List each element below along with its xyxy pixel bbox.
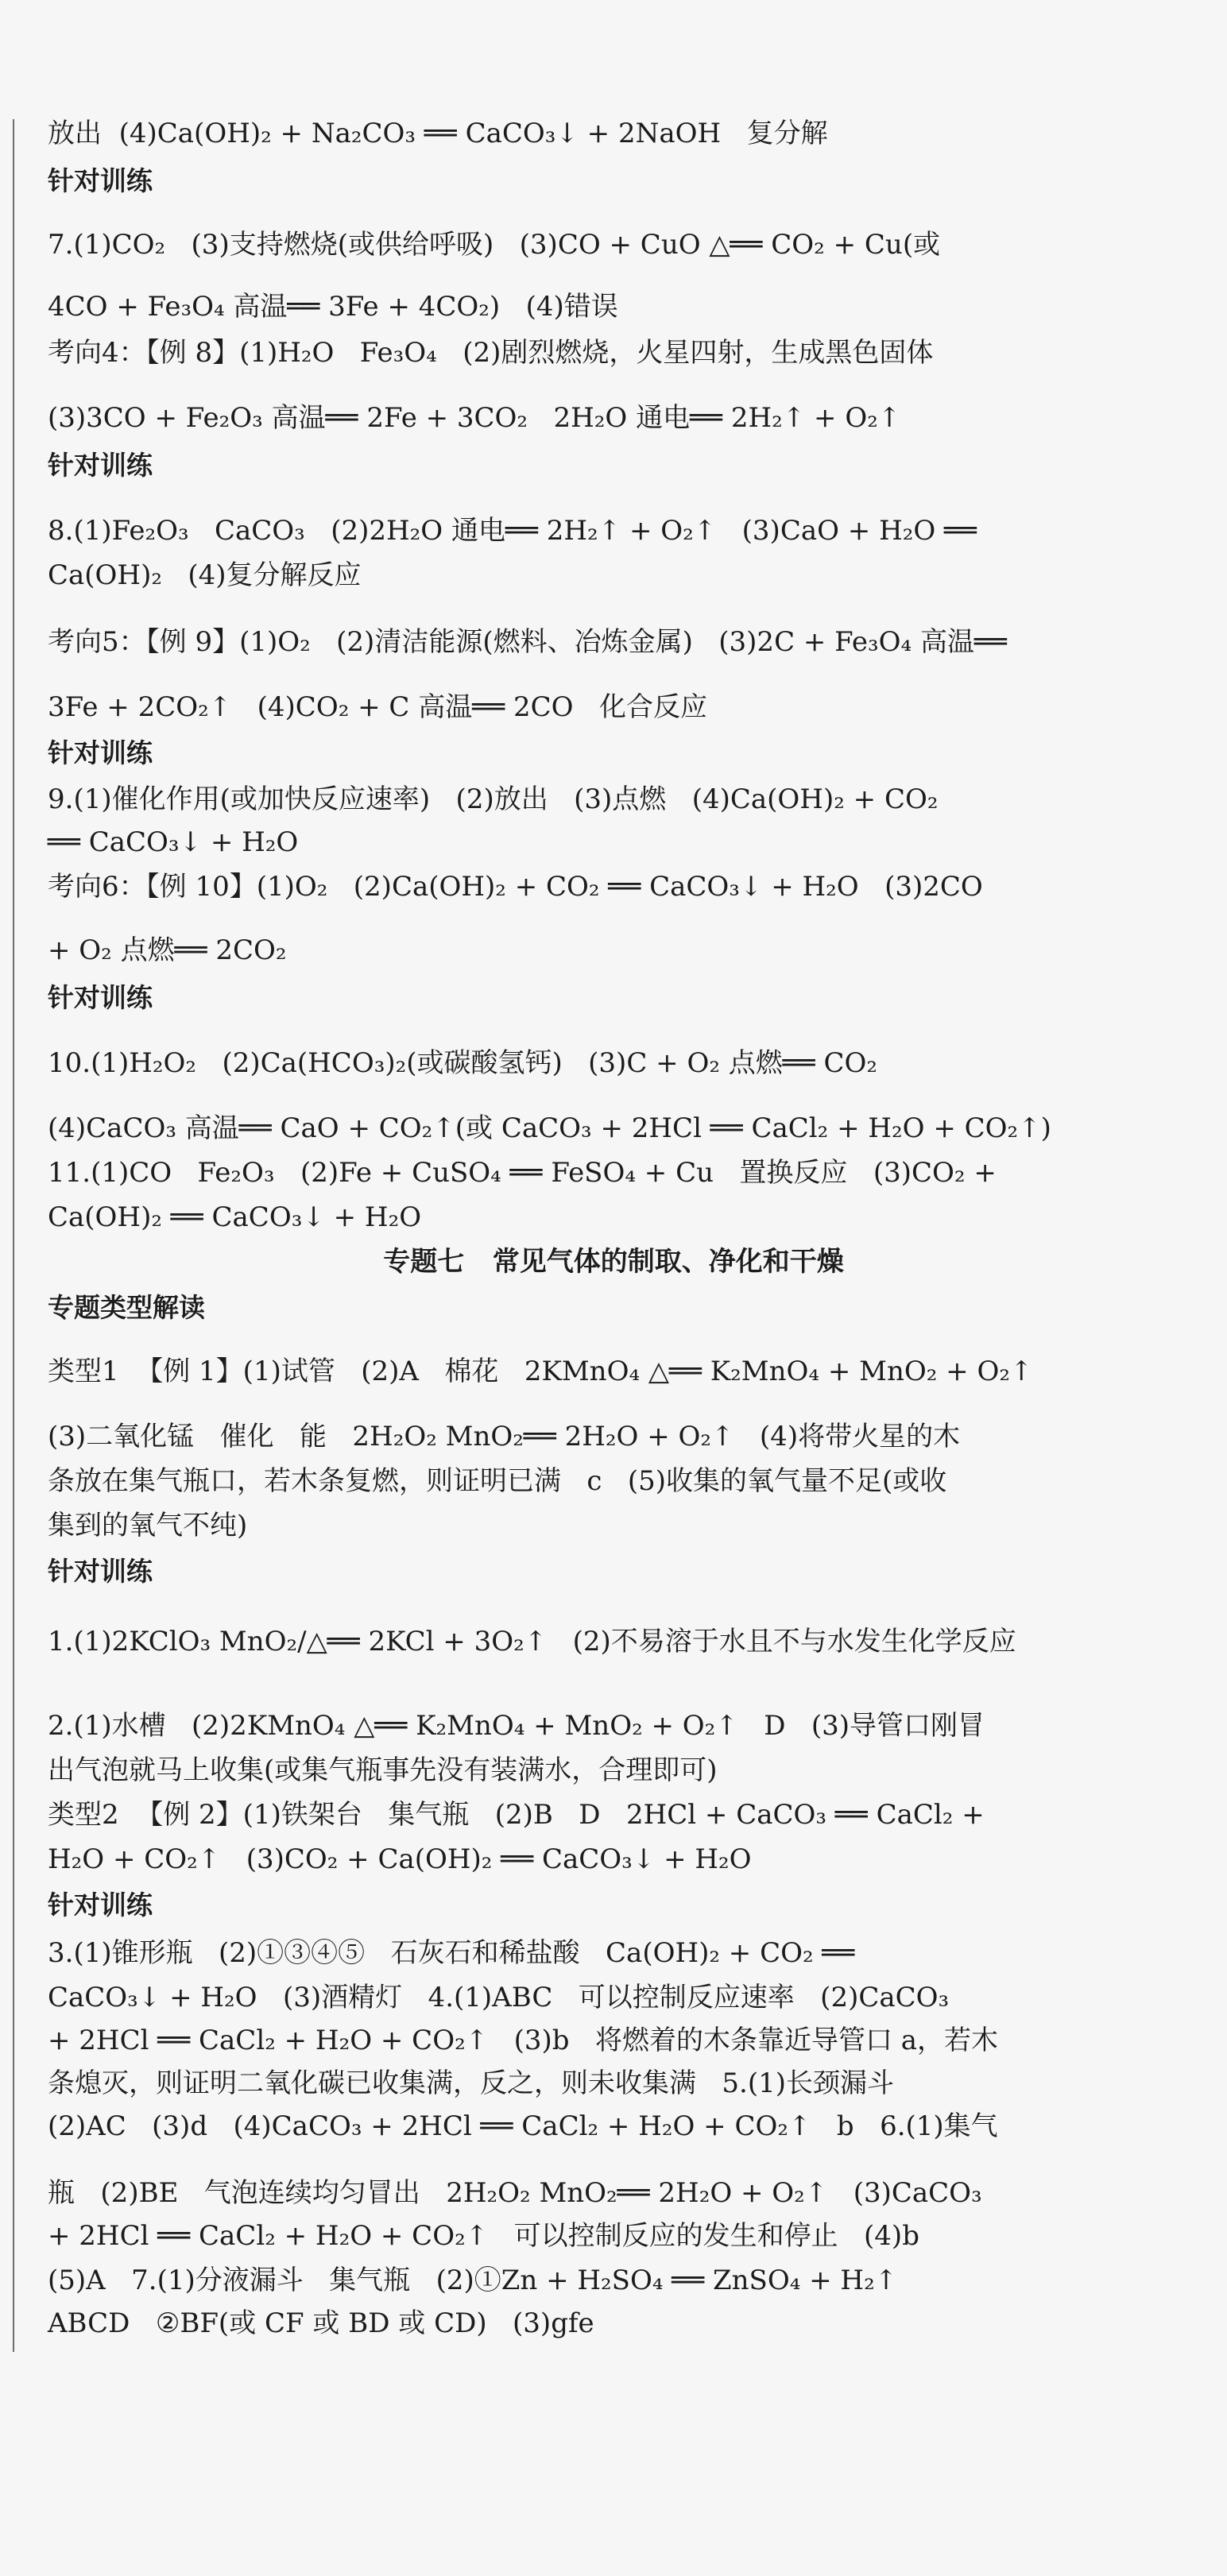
text-line: CaCO₃↓ + H₂O (3)酒精灯 4.(1)ABC 可以控制反应速率 (2)CaCO₃ bbox=[48, 1982, 950, 2013]
text-line: Ca(OH)₂ ══ CaCO₃↓ + H₂O bbox=[48, 1201, 422, 1233]
text-line: 类型1 【例 1】(1)试管 (2)A 棉花 2KMnO₄ △══ K₂MnO₄ + MnO₂ + O₂↑ bbox=[48, 1356, 1033, 1387]
section-heading: 针对训练 bbox=[48, 450, 153, 481]
section-heading: 针对训练 bbox=[48, 1556, 153, 1587]
text-line: 类型2 【例 2】(1)铁架台 集气瓶 (2)B D 2HCl + CaCO₃ ══ CaCl₂ + bbox=[48, 1799, 985, 1831]
text-line: 8.(1)Fe₂O₃ CaCO₃ (2)2H₂O 通电══ 2H₂↑ + O₂↑ (3)CaO + H₂O ══ bbox=[48, 515, 977, 547]
text-line: H₂O + CO₂↑ (3)CO₂ + Ca(OH)₂ ══ CaCO₃↓ + H₂O bbox=[48, 1843, 752, 1875]
text-line: 1.(1)2KClO₃ MnO₂/△══ 2KCl + 3O₂↑ (2)不易溶于水且不与水发生化学反应 bbox=[48, 1626, 1016, 1657]
text-line: 2.(1)水槽 (2)2KMnO₄ △══ K₂MnO₄ + MnO₂ + O₂↑ D (3)导管口刚冒 bbox=[48, 1710, 985, 1742]
text-line: 条熄灭，则证明二氧化碳已收集满，反之，则未收集满 5.(1)长颈漏斗 bbox=[48, 2067, 895, 2099]
text-line: 瓶 (2)BE 气泡连续均匀冒出 2H₂O₂ MnO₂══ 2H₂O + O₂↑ (3)CaCO₃ bbox=[48, 2177, 982, 2209]
section-heading: 针对训练 bbox=[48, 737, 153, 768]
text-line: 3.(1)锥形瓶 (2)①③④⑤ 石灰石和稀盐酸 Ca(OH)₂ + CO₂ ══ bbox=[48, 1937, 855, 1969]
section-heading: 针对训练 bbox=[48, 1889, 153, 1920]
text-line: (4)CaCO₃ 高温══ CaO + CO₂↑(或 CaCO₃ + 2HCl ══ CaCl₂ + H₂O + CO₂↑) bbox=[48, 1112, 1051, 1144]
left-margin-rule bbox=[13, 119, 14, 2352]
text-line: + O₂ 点燃══ 2CO₂ bbox=[48, 934, 287, 966]
text-line: (2)AC (3)d (4)CaCO₃ + 2HCl ══ CaCl₂ + H₂O + CO₂↑ b 6.(1)集气 bbox=[48, 2110, 998, 2142]
text-line: ABCD ②BF(或 CF 或 BD 或 CD) (3)gfe bbox=[48, 2307, 594, 2339]
text-line: 放出 (4)Ca(OH)₂ + Na₂CO₃ ══ CaCO₃↓ + 2NaOH 复分解 bbox=[48, 118, 828, 149]
text-line: 考向4：【例 8】(1)H₂O Fe₃O₄ (2)剧烈燃烧，火星四射，生成黑色固体 bbox=[48, 337, 934, 369]
text-line: 集到的氧气不纯) bbox=[48, 1510, 248, 1541]
text-line: (3)3CO + Fe₂O₃ 高温══ 2Fe + 3CO₂ 2H₂O 通电══ 2H₂↑ + O₂↑ bbox=[48, 402, 901, 434]
text-line: 10.(1)H₂O₂ (2)Ca(HCO₃)₂(或碳酸氢钙) (3)C + O₂ 点燃══ CO₂ bbox=[48, 1047, 878, 1079]
text-line: 考向6：【例 10】(1)O₂ (2)Ca(OH)₂ + CO₂ ══ CaCO₃↓ + H₂O (3)2CO bbox=[48, 871, 983, 903]
text-line: 考向5：【例 9】(1)O₂ (2)清洁能源(燃料、冶炼金属) (3)2C + Fe₃O₄ 高温══ bbox=[48, 626, 1007, 658]
text-line: (3)二氧化锰 催化 能 2H₂O₂ MnO₂══ 2H₂O + O₂↑ (4)将带火星的木 bbox=[48, 1421, 961, 1452]
text-line: (5)A 7.(1)分液漏斗 集气瓶 (2)①Zn + H₂SO₄ ══ ZnSO₄ + H₂↑ bbox=[48, 2265, 898, 2296]
blank-footer-area bbox=[0, 2376, 1227, 2576]
section-heading: 针对训练 bbox=[48, 165, 153, 196]
text-line: Ca(OH)₂ (4)复分解反应 bbox=[48, 559, 362, 591]
text-line: + 2HCl ══ CaCl₂ + H₂O + CO₂↑ (3)b 将燃着的木条靠近导管口 a，若木 bbox=[48, 2025, 999, 2056]
text-line: 3Fe + 2CO₂↑ (4)CO₂ + C 高温══ 2CO 化合反应 bbox=[48, 691, 707, 723]
section-heading: 专题类型解读 bbox=[48, 1292, 205, 1323]
chapter-title: 专题七 常见气体的制取、净化和干燥 bbox=[383, 1246, 844, 1278]
text-line: ══ CaCO₃↓ + H₂O bbox=[48, 826, 299, 858]
text-line: 9.(1)催化作用(或加快反应速率) (2)放出 (3)点燃 (4)Ca(OH)₂ + CO₂ bbox=[48, 783, 939, 815]
text-line: 7.(1)CO₂ (3)支持燃烧(或供给呼吸) (3)CO + CuO △══ CO₂ + Cu(或 bbox=[48, 229, 941, 261]
text-line: 出气泡就马上收集(或集气瓶事先没有装满水，合理即可) bbox=[48, 1754, 718, 1786]
text-line: 4CO + Fe₃O₄ 高温══ 3Fe + 4CO₂) (4)错误 bbox=[48, 291, 618, 323]
text-line: 条放在集气瓶口，若木条复燃，则证明已满 c (5)收集的氧气量不足(或收 bbox=[48, 1465, 947, 1497]
section-heading: 针对训练 bbox=[48, 982, 153, 1013]
text-line: 11.(1)CO Fe₂O₃ (2)Fe + CuSO₄ ══ FeSO₄ + Cu 置换反应 (3)CO₂ + bbox=[48, 1157, 997, 1189]
text-line: + 2HCl ══ CaCl₂ + H₂O + CO₂↑ 可以控制反应的发生和停止 (4)b bbox=[48, 2220, 919, 2252]
